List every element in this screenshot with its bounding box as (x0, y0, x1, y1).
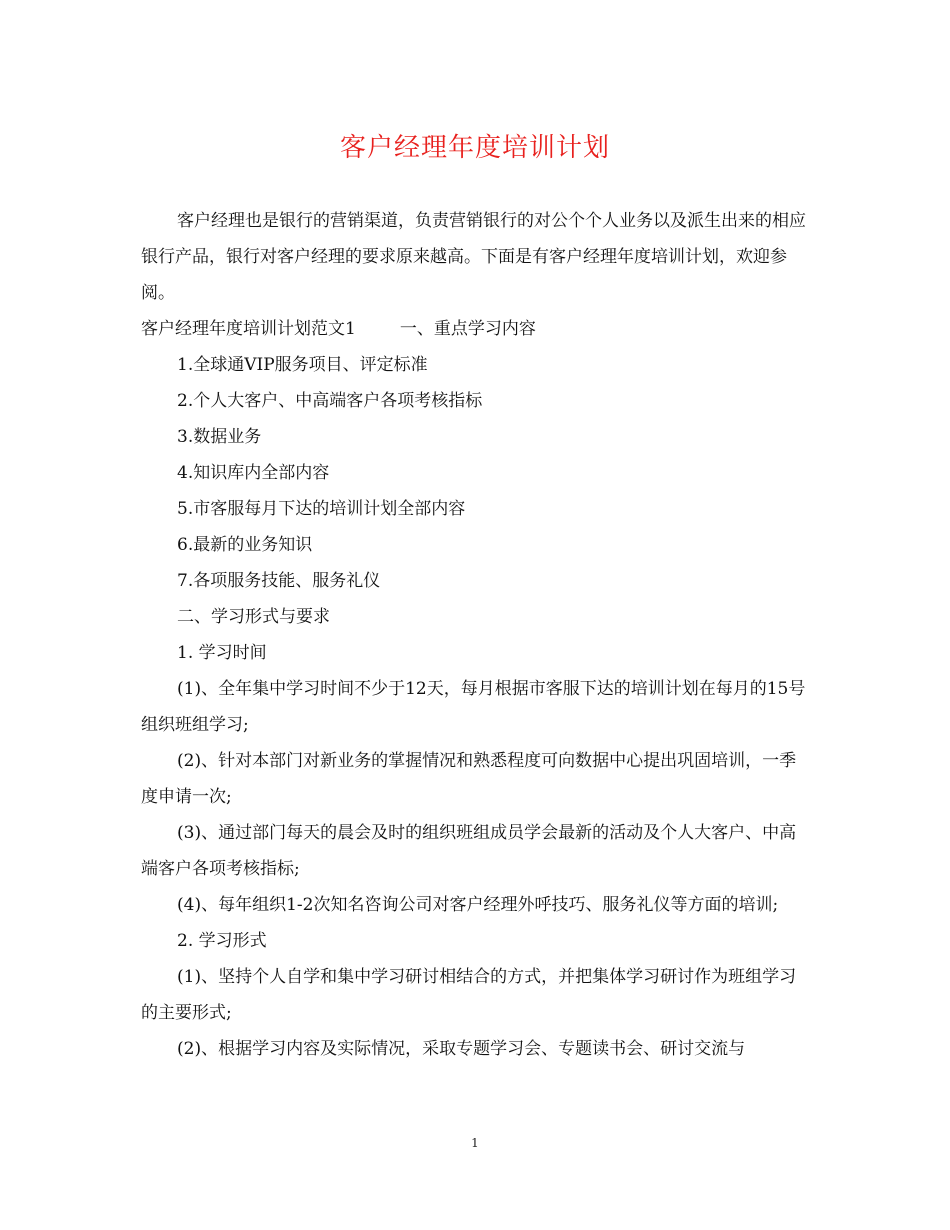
subheading-study-time: 1. 学习时间 (177, 643, 267, 663)
time-paragraph: (1)、全年集中学习时间不少于12天，每月根据市客服下达的培训计划在每月的15号组织班组学习; (141, 679, 806, 735)
section-1-heading-line (141, 311, 813, 347)
form-paragraph: (2)、根据学习内容及实际情况，采取专题学习会、专题读书会、研讨交流与 (177, 1039, 746, 1059)
time-paragraph: (2)、针对本部门对新业务的掌握情况和熟悉程度可向数据中心提出巩固培训，一季度申请一次; (141, 751, 797, 807)
section-2-heading: 二、学习形式与要求 (177, 607, 330, 627)
list-item: 5.市客服每月下达的培训计划全部内容 (177, 499, 466, 519)
list-item: 7.各项服务技能、服务礼仪 (177, 571, 381, 591)
list-item: 4.知识库内全部内容 (177, 463, 330, 483)
document-body (141, 203, 813, 1067)
time-paragraph: (4)、每年组织1-2次知名咨询公司对客户经理外呼技巧、服务礼仪等方面的培训; (177, 895, 779, 915)
subheading-study-form: 2. 学习形式 (177, 931, 267, 951)
list-item: 1.全球通VIP服务项目、评定标准 (177, 355, 428, 375)
list-item: 6.最新的业务知识 (177, 535, 313, 555)
page-number: 1 (471, 1136, 479, 1150)
list-item: 3.数据业务 (177, 427, 262, 447)
time-paragraph: (3)、通过部门每天的晨会及时的组织班组成员学会最新的活动及个人大客户、中高端客户各项考核指标; (141, 823, 797, 879)
section-1-heading: 一、重点学习内容 (399, 319, 536, 339)
section-1-sample-label: 客户经理年度培训计划范文1 (141, 319, 356, 339)
document-title: 客户经理年度培训计划 (339, 133, 610, 163)
form-paragraph: (1)、坚持个人自学和集中学习研讨相结合的方式，并把集体学习研讨作为班组学习的主要形式; (141, 967, 797, 1023)
intro-paragraph: 客户经理也是银行的营销渠道，负责营销银行的对公个个人业务以及派生出来的相应银行产品，银行对客户经理的要求原来越高。下面是有客户经理年度培训计划，欢迎参阅。 (141, 211, 806, 303)
list-item: 2.个人大客户、中高端客户各项考核指标 (177, 391, 483, 411)
